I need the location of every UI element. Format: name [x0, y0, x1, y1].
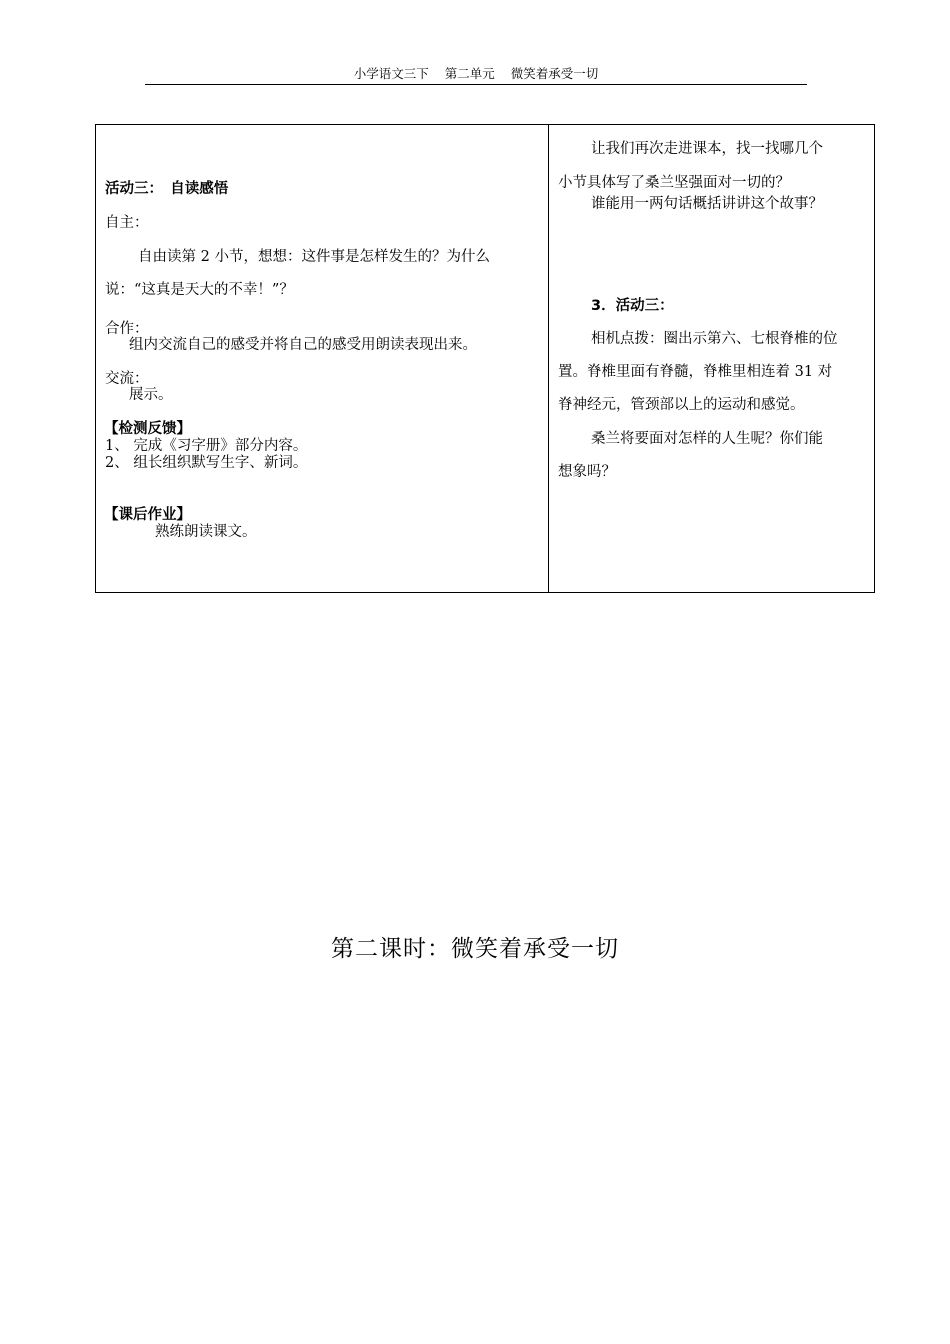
- right-line-7: 桑兰将要面对怎样的人生呢？你们能: [591, 431, 823, 447]
- header-course: 小学语文三下: [353, 66, 429, 81]
- column-divider: [548, 125, 549, 592]
- header-lesson: 微笑着承受一切: [510, 66, 599, 81]
- zizhu-label: 自主：: [105, 215, 149, 231]
- activity-heading: 活动三： 自读感悟: [105, 181, 229, 197]
- feedback-heading: 【检测反馈】: [104, 421, 191, 437]
- right-activity-heading: 3．活动三：: [591, 298, 674, 314]
- page-header: [145, 66, 807, 85]
- zizhu-line-2: 说：“这真是天大的不幸！”？: [105, 282, 294, 298]
- right-line-8: 想象吗？: [558, 464, 616, 480]
- right-line-5: 置。脊椎里面有脊髓，脊椎里相连着 31 对: [558, 364, 833, 380]
- hezuo-label: 合作：: [105, 321, 149, 337]
- lesson-plan-table: [95, 124, 875, 593]
- right-line-2: 小节具体写了桑兰坚强面对一切的？: [558, 175, 790, 191]
- feedback-item-1: 1、 完成《习字册》部分内容。: [105, 438, 308, 454]
- right-line-6: 脊神经元，管颈部以上的运动和感觉。: [558, 397, 805, 413]
- homework-heading: 【课后作业】: [104, 507, 191, 523]
- right-line-1: 让我们再次走进课本，找一找哪几个: [591, 141, 823, 157]
- hezuo-text: 组内交流自己的感受并将自己的感受用朗读表现出来。: [129, 337, 477, 353]
- homework-text: 熟练朗读课文。: [155, 524, 257, 540]
- jiaoliu-label: 交流：: [105, 371, 149, 387]
- feedback-item-2: 2、 组长组织默写生字、新词。: [105, 455, 308, 471]
- header-unit: 第二单元: [444, 66, 495, 81]
- right-line-3: 谁能用一两句话概括讲讲这个故事？: [591, 196, 823, 212]
- right-line-4: 相机点拨：圈出示第六、七根脊椎的位: [591, 331, 838, 347]
- lesson-title: 第二课时：微笑着承受一切: [331, 936, 619, 962]
- zizhu-line-1: 自由读第 2 小节，想想：这件事是怎样发生的？为什么: [138, 249, 490, 265]
- jiaoliu-text: 展示。: [129, 387, 173, 403]
